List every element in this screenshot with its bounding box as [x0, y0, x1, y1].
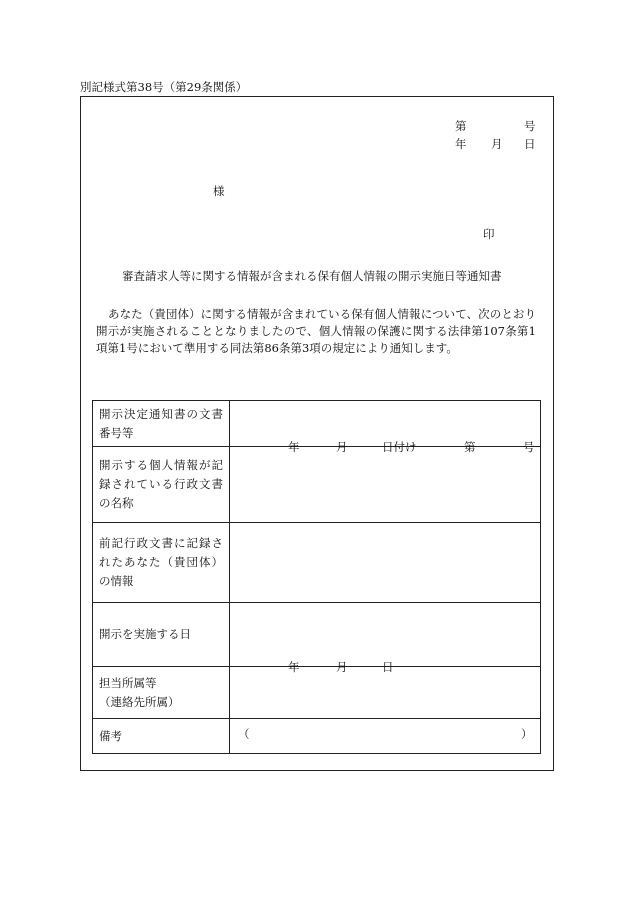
seal-mark: 印 — [483, 227, 495, 241]
contact-paren-open: （ — [238, 726, 250, 741]
contact-paren-close: ） — [521, 726, 533, 741]
contact-label-line2: （連絡先所属） — [99, 694, 180, 709]
row-value-remarks — [230, 719, 541, 754]
doc-number-dai: 第 — [455, 119, 467, 133]
date-day-label: 日 — [524, 137, 536, 151]
row1-dai: 第 — [464, 439, 476, 454]
row1-month: 月 — [336, 439, 348, 454]
table-row — [93, 523, 541, 603]
contact-label-line1: 担当所属等 — [99, 675, 157, 690]
row1-year: 年 — [288, 439, 300, 454]
row-label-contact — [93, 667, 230, 719]
row-value-document-name — [230, 447, 541, 523]
table-row — [93, 719, 541, 754]
row-value-your-information — [230, 523, 541, 603]
notice-table — [92, 400, 541, 754]
row4-month: 月 — [336, 659, 348, 674]
row4-day: 日 — [382, 659, 394, 674]
row4-year: 年 — [288, 659, 300, 674]
row-value-document-number — [230, 401, 541, 454]
row-value-disclosure-date — [230, 603, 541, 674]
row-label-document-name: 開示する個人情報が記録されている行政文書の名称 — [93, 447, 230, 523]
row-label-disclosure-date: 開示を実施する日 — [93, 603, 230, 667]
doc-number-gou: 号 — [524, 119, 536, 133]
document-title: 審査請求人等に関する情報が含まれる保有個人情報の開示実施日等通知書 — [122, 269, 502, 283]
row1-gou: 号 — [523, 439, 535, 454]
body-paragraph: あなた（貴団体）に関する情報が含まれている保有個人情報について、次のとおり開示が実施されることとなりましたので、個人情報の保護に関する法律第107条第1項第1号において準用する同法第86条第3項の規定により通知します。 — [96, 307, 536, 355]
table-row — [93, 447, 541, 523]
table-row — [93, 401, 541, 447]
table-row — [93, 667, 541, 719]
date-month-label: 月 — [491, 137, 503, 151]
row1-date-suffix: 日付け — [382, 439, 417, 454]
date-year-label: 年 — [455, 137, 467, 151]
addressee-suffix: 様 — [213, 184, 225, 198]
row-label-remarks: 備考 — [93, 719, 230, 754]
row-label-document-number: 開示決定通知書の文書番号等 — [93, 401, 230, 447]
table-row — [93, 603, 541, 667]
row-label-your-information: 前記行政文書に記録されたあなた（貴団体）の情報 — [93, 523, 230, 603]
form-number-label: 別記様式第38号（第29条関係） — [80, 80, 248, 94]
